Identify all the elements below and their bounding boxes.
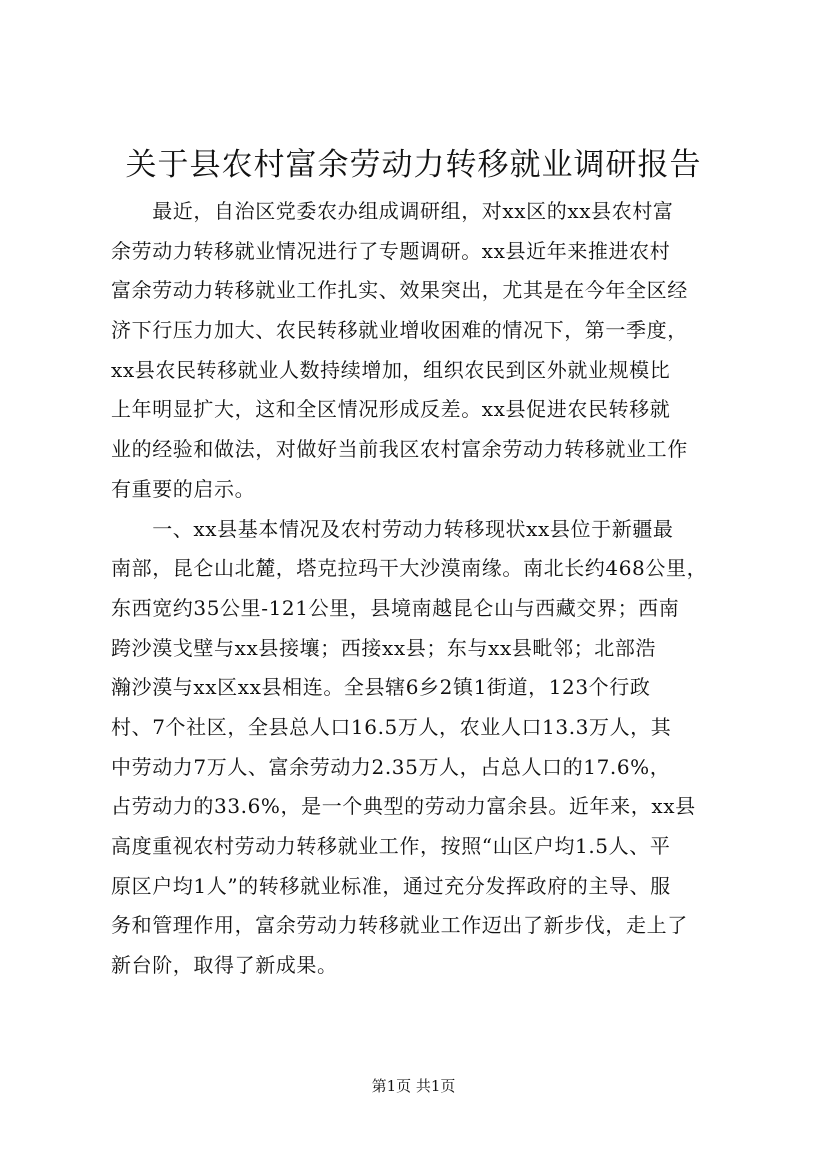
- text-line: 原区户均1人”的转移就业标准，通过充分发挥政府的主导、服: [111, 873, 671, 898]
- text-line: 业的经验和做法，对做好当前我区农村富余劳动力转移就业工作: [111, 437, 688, 462]
- paragraph-section-one: [111, 510, 741, 986]
- page-footer: 第1页 共1页: [371, 1077, 456, 1095]
- text-line: xx县农民转移就业人数持续增加，组织农民到区外就业规模比: [111, 357, 671, 382]
- text-line: 跨沙漠戈壁与xx县接壤；西接xx县；东与xx县毗邻；北部浩: [111, 635, 657, 660]
- text-line: 南部，昆仑山北麓，塔克拉玛干大沙漠南缘。南北长约468公里，: [111, 556, 708, 581]
- text-line: 村、7个社区，全县总人口16.5万人，农业人口13.3万人，其: [111, 714, 672, 739]
- text-line: 瀚沙漠与xx区xx县相连。全县辖6乡2镇1街道，123个行政: [111, 675, 651, 700]
- text-line: 一、xx县基本情况及农村劳动力转移现状xx县位于新疆最: [111, 516, 674, 541]
- text-line: 务和管理作用，富余劳动力转移就业工作迈出了新步伐，走上了: [111, 913, 688, 938]
- paragraph-intro: [111, 192, 741, 510]
- text-line: 新台阶，取得了新成果。: [111, 953, 338, 978]
- text-line: 济下行压力加大、农民转移就业增收困难的情况下，第一季度，: [111, 318, 688, 343]
- text-line: 高度重视农村劳动力转移就业工作，按照“山区户均1.5人、平: [111, 834, 671, 858]
- text-line: 中劳动力7万人、富余劳动力2.35万人，占总人口的17.6%，: [111, 754, 671, 779]
- document-body: [111, 192, 741, 986]
- text-line: 余劳动力转移就业情况进行了专题调研。xx县近年来推进农村: [111, 238, 671, 263]
- text-line: 最近，自治区党委农办组成调研组，对xx区的xx县农村富: [111, 199, 674, 223]
- text-line: 东西宽约35公里-121公里，县境南越昆仑山与西藏交界；西南: [111, 595, 680, 620]
- text-line: 上年明显扩大，这和全区情况形成反差。xx县促进农民转移就: [111, 397, 671, 422]
- document-title: 关于县农村富余劳动力转移就业调研报告: [125, 147, 702, 183]
- text-line: 富余劳动力转移就业工作扎实、效果突出，尤其是在今年全区经: [111, 278, 688, 303]
- text-line: 有重要的启示。: [111, 476, 256, 501]
- text-line: 占劳动力的33.6%，是一个典型的劳动力富余县。近年来，xx县: [111, 794, 696, 819]
